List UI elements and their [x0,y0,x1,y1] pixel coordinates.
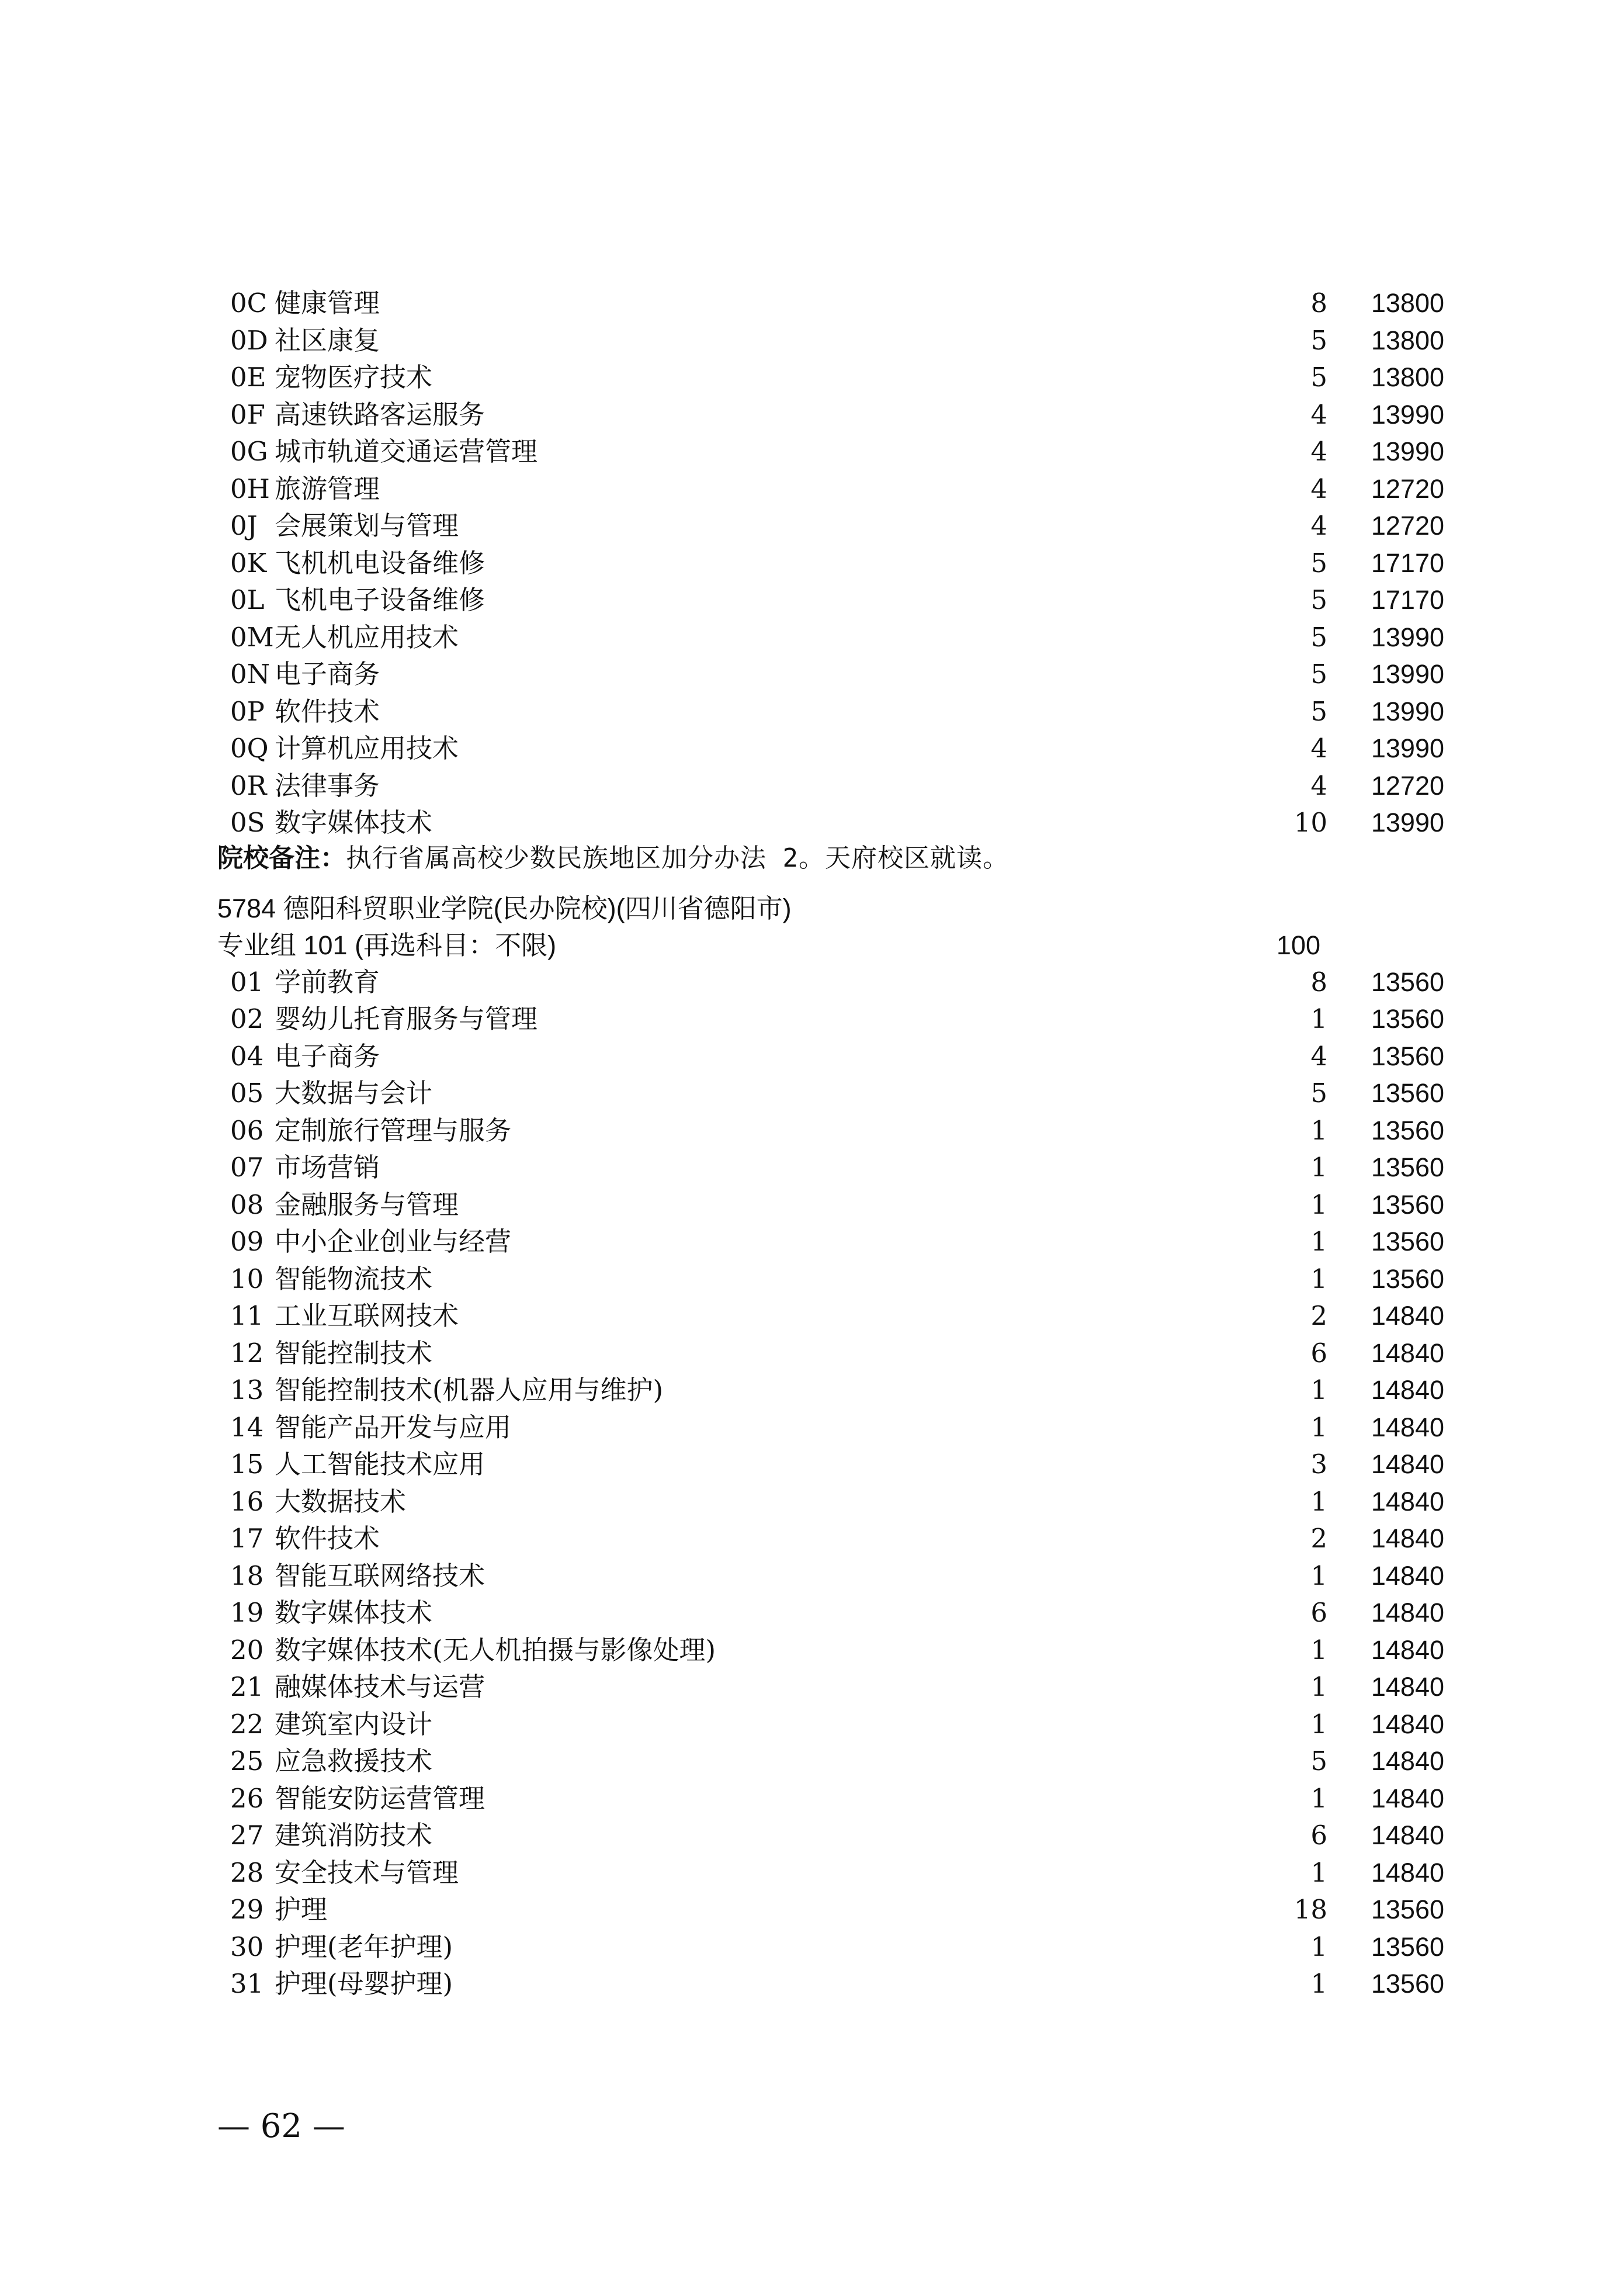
enrollment-count: 4 [1310,436,1327,467]
table-row [217,1965,1444,2003]
enrollment-count: 5 [1310,584,1327,615]
table-row [217,1335,1444,1372]
major-name: 婴幼儿托育服务与管理 [275,1003,538,1034]
major-name: 智能产品开发与应用 [275,1411,512,1443]
major-name: 中小企业创业与经营 [275,1226,512,1257]
table-row [217,656,1444,693]
major-name: 智能互联网络技术 [275,1560,485,1591]
table-row [217,1223,1444,1260]
enrollment-count: 4 [1310,770,1327,801]
table-row [217,396,1444,434]
table-row [217,1260,1444,1298]
enrollment-count: 6 [1310,1597,1327,1628]
enrollment-count: 1 [1310,1263,1327,1294]
major-code: 02 [230,1003,264,1034]
tuition-fee: 14840 [1371,1857,1444,1888]
tuition-fee: 14840 [1371,1523,1444,1553]
major-name: 电子商务 [275,1040,380,1072]
major-code: 12 [230,1337,264,1369]
note-label: 院校备注： [217,843,346,872]
major-name: 金融服务与管理 [275,1189,459,1220]
tuition-fee: 13990 [1371,696,1444,726]
institution-heading [217,891,1444,927]
major-code: 11 [230,1300,264,1331]
enrollment-count: 1 [1310,1411,1327,1443]
major-code: 10 [230,1263,264,1294]
tuition-fee: 13990 [1371,437,1444,466]
major-code: 28 [230,1857,264,1888]
tuition-fee: 14840 [1371,1486,1444,1516]
enrollment-count: 2 [1310,1523,1327,1554]
enrollment-count: 1 [1310,1152,1327,1183]
major-code: 0J [230,510,258,541]
table-row [217,1557,1444,1595]
tuition-fee: 14840 [1371,1338,1444,1368]
major-code: 20 [230,1634,264,1665]
major-name: 建筑室内设计 [275,1708,433,1740]
note-text: 执行省属高校少数民族地区加分办法 2。天府校区就读。 [346,843,1009,873]
major-name: 定制旅行管理与服务 [275,1114,512,1146]
enrollment-count: 1 [1310,1857,1327,1888]
major-code: 29 [230,1894,264,1925]
major-name: 数字媒体技术 [275,1597,433,1628]
major-name: 市场营销 [275,1152,380,1183]
major-name: 法律事务 [275,770,380,801]
major-code: 15 [230,1449,264,1480]
major-code: 0H [230,473,270,504]
major-name: 软件技术 [275,1523,380,1554]
major-code: 0E [230,362,266,393]
enrollment-count: 6 [1310,1337,1327,1369]
enrollment-count: 10 [1293,807,1327,838]
table-row [217,1446,1444,1483]
table-row [217,1594,1444,1632]
table-row [217,1706,1444,1743]
major-code: 0F [230,399,265,430]
enrollment-count: 5 [1310,324,1327,356]
tuition-fee: 13560 [1371,1263,1444,1294]
major-code: 0Q [230,733,269,764]
major-group-heading [217,927,1444,964]
major-code: 18 [230,1560,264,1591]
table-row [217,1186,1444,1224]
major-code: 31 [230,1968,264,1999]
major-code: 0R [230,770,267,801]
major-name: 智能安防运营管理 [275,1782,485,1814]
major-name: 数字媒体技术(无人机拍摄与影像处理) [275,1634,716,1665]
enrollment-count: 4 [1310,473,1327,504]
table-row [217,1780,1444,1817]
tuition-fee: 13560 [1371,1189,1444,1220]
table-row [217,1075,1444,1112]
enrollment-count: 5 [1310,362,1327,393]
enrollment-count: 4 [1310,1040,1327,1072]
enrollment-count: 4 [1310,510,1327,541]
table-row [217,1817,1444,1854]
major-code: 25 [230,1746,264,1776]
major-code: 07 [230,1152,264,1183]
table-row [217,322,1444,359]
major-code: 0K [230,547,267,579]
tuition-fee: 13990 [1371,808,1444,837]
major-name: 融媒体技术与运营 [275,1671,485,1702]
table-row [217,1149,1444,1186]
page-number: — 62 — [217,2107,345,2145]
tuition-fee: 14840 [1371,1598,1444,1627]
enrollment-count: 4 [1310,733,1327,764]
tuition-fee: 17170 [1371,548,1444,578]
table-row [217,1297,1444,1335]
table-row [217,1891,1444,1928]
enrollment-count: 1 [1310,1671,1327,1702]
table-row [217,964,1444,1001]
major-name: 建筑消防技术 [275,1820,433,1851]
enrollment-count: 1 [1310,1114,1327,1146]
major-name: 工业互联网技术 [275,1300,459,1331]
enrollment-count: 1 [1310,1374,1327,1405]
tuition-fee: 13560 [1371,1969,1444,1999]
institution-name: 5784 德阳科贸职业学院(民办院校)(四川省德阳市) [217,893,792,923]
major-name: 大数据与会计 [275,1078,433,1109]
tuition-fee: 14840 [1371,1672,1444,1702]
enrollment-count: 5 [1310,1078,1327,1109]
major-code: 09 [230,1226,264,1257]
major-name: 应急救援技术 [275,1746,433,1776]
major-name: 会展策划与管理 [275,510,459,541]
tuition-fee: 14840 [1371,1560,1444,1591]
major-name: 软件技术 [275,695,380,727]
tuition-fee: 14840 [1371,1746,1444,1776]
major-name: 智能控制技术 [275,1337,433,1369]
table-row [217,1409,1444,1446]
table-row [217,1372,1444,1409]
table-row [217,1668,1444,1706]
major-name: 社区康复 [275,324,380,356]
enrollment-count: 5 [1310,621,1327,653]
major-name: 学前教育 [275,966,380,998]
enrollment-count: 18 [1293,1894,1327,1925]
major-code: 05 [230,1078,264,1109]
enrollment-count: 1 [1310,1226,1327,1257]
table-row [217,581,1444,619]
admission-table [217,285,1444,2003]
table-row [217,730,1444,767]
tuition-fee: 12720 [1371,473,1444,504]
enrollment-count: 5 [1310,695,1327,727]
tuition-fee: 13990 [1371,659,1444,689]
major-code: 0L [230,584,265,615]
tuition-fee: 13990 [1371,622,1444,652]
tuition-fee: 13990 [1371,733,1444,763]
major-code: 0M [230,621,274,653]
tuition-fee: 13560 [1371,1227,1444,1256]
table-row [217,359,1444,396]
tuition-fee: 13560 [1371,967,1444,997]
major-name: 飞机机电设备维修 [275,547,485,579]
tuition-fee: 14840 [1371,1634,1444,1665]
table-row [217,1928,1444,1966]
tuition-fee: 14840 [1371,1709,1444,1739]
tuition-fee: 13560 [1371,1041,1444,1071]
major-name: 护理(母婴护理) [275,1968,453,1999]
major-name: 健康管理 [275,288,380,318]
enrollment-count: 1 [1310,1931,1327,1962]
enrollment-count: 8 [1310,288,1327,318]
enrollment-count: 8 [1310,966,1327,998]
table-row [217,619,1444,656]
major-list-continued [217,285,1444,841]
enrollment-count: 1 [1310,1968,1327,1999]
enrollment-count: 1 [1310,1189,1327,1220]
major-name: 飞机电子设备维修 [275,584,485,615]
major-name: 护理 [275,1894,328,1925]
tuition-fee: 17170 [1371,585,1444,615]
major-name: 智能控制技术(机器人应用与维护) [275,1374,664,1405]
major-name: 大数据技术 [275,1485,407,1517]
major-code: 0P [230,695,265,727]
major-name: 电子商务 [275,659,380,690]
enrollment-count: 3 [1310,1449,1327,1480]
major-name: 宠物医疗技术 [275,362,433,393]
table-row [217,693,1444,730]
table-row [217,470,1444,508]
major-code: 13 [230,1374,264,1405]
enrollment-count: 1 [1310,1560,1327,1591]
major-code: 06 [230,1114,264,1146]
major-code: 0G [230,436,268,467]
major-name: 人工智能技术应用 [275,1449,485,1480]
tuition-fee: 12720 [1371,511,1444,541]
table-row [217,1632,1444,1669]
major-code: 0C [230,288,268,318]
major-code: 0D [230,324,268,356]
table-row [217,1000,1444,1038]
tuition-fee: 14840 [1371,1301,1444,1331]
group-label: 专业组 101 (再选科目：不限) [217,930,557,960]
enrollment-count: 5 [1310,1746,1327,1776]
major-code: 21 [230,1671,264,1702]
enrollment-count: 5 [1310,547,1327,579]
major-name: 安全技术与管理 [275,1857,459,1888]
major-name: 计算机应用技术 [275,733,459,764]
enrollment-count: 5 [1310,659,1327,690]
major-code: 16 [230,1485,264,1517]
table-row [217,433,1444,470]
table-row [217,285,1444,322]
major-code: 30 [230,1931,264,1962]
major-code: 26 [230,1782,264,1814]
group-total: 100 [1276,930,1320,960]
tuition-fee: 12720 [1371,770,1444,801]
tuition-fee: 13560 [1371,1115,1444,1145]
tuition-fee: 13990 [1371,399,1444,430]
major-name: 高速铁路客运服务 [275,399,485,430]
major-code: 08 [230,1189,264,1220]
major-code: 19 [230,1597,264,1628]
tuition-fee: 13560 [1371,1931,1444,1962]
major-code: 27 [230,1820,264,1851]
tuition-fee: 13800 [1371,288,1444,318]
table-row [217,804,1444,841]
major-list [217,964,1444,2003]
major-code: 0S [230,807,265,838]
table-row [217,1038,1444,1075]
tuition-fee: 13560 [1371,1152,1444,1182]
institution-note [217,841,1444,882]
major-code: 22 [230,1708,264,1740]
major-code: 14 [230,1411,264,1443]
tuition-fee: 13560 [1371,1078,1444,1108]
tuition-fee: 14840 [1371,1412,1444,1442]
tuition-fee: 14840 [1371,1783,1444,1813]
major-name: 旅游管理 [275,473,380,504]
major-code: 17 [230,1523,264,1554]
major-name: 无人机应用技术 [275,621,459,653]
tuition-fee: 14840 [1371,1375,1444,1405]
table-row [217,767,1444,805]
tuition-fee: 13800 [1371,325,1444,355]
major-name: 护理(老年护理) [275,1931,453,1962]
enrollment-count: 4 [1310,399,1327,430]
major-code: 01 [230,966,264,998]
major-name: 城市轨道交通运营管理 [275,436,538,467]
table-row [217,1743,1444,1780]
enrollment-count: 6 [1310,1820,1327,1851]
enrollment-count: 1 [1310,1782,1327,1814]
table-row [217,1483,1444,1521]
enrollment-count: 1 [1310,1003,1327,1034]
major-code: 0N [230,659,270,690]
table-row [217,1112,1444,1149]
enrollment-count: 1 [1310,1485,1327,1517]
major-name: 数字媒体技术 [275,807,433,838]
major-name: 智能物流技术 [275,1263,433,1294]
major-code: 04 [230,1040,264,1072]
enrollment-count: 2 [1310,1300,1327,1331]
enrollment-count: 1 [1310,1634,1327,1665]
tuition-fee: 13560 [1371,1004,1444,1034]
table-row [217,507,1444,545]
tuition-fee: 13560 [1371,1895,1444,1924]
tuition-fee: 13800 [1371,362,1444,392]
table-row [217,1520,1444,1557]
tuition-fee: 14840 [1371,1449,1444,1479]
table-row [217,1854,1444,1892]
tuition-fee: 14840 [1371,1820,1444,1850]
table-row [217,545,1444,582]
enrollment-count: 1 [1310,1708,1327,1740]
